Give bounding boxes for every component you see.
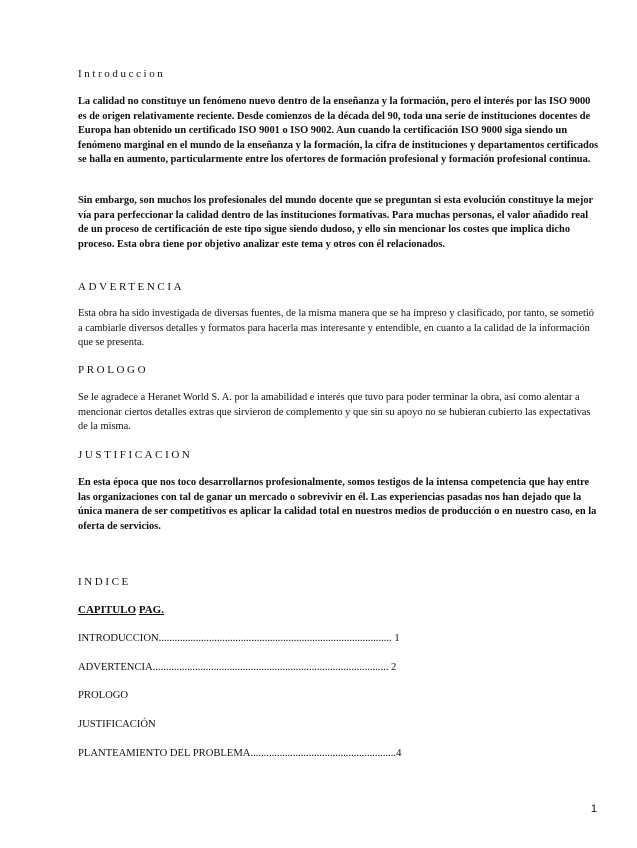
page-number: 1	[590, 803, 597, 815]
advertencia-text: Esta obra ha sido investigada de diversas fuentes, de la misma manera que se ha impreso y clasificado, por tanto, se sometió a cambiarle diversos detalles y formatos para hacerla mas interesante y entendible, en cuanto a la calidad de la información que se presenta.	[78, 308, 594, 349]
introduction-paragraph-2: Sin embargo, son muchos los profesionales del mundo docente que se preguntan si esta evolución constituye la mejor vía para perfeccionar la calidad dentro de las instituciones formativas. Para muchas personas, el valor añadido real de un proceso de certificación de este tipo sigue siendo dudoso, y ello sin mencionar los costes que implica dicho proceso. Esta obra tiene por objetivo analizar este tema y otros con él relacionados.	[78, 195, 593, 250]
index-entry-advertencia: ADVERTENCIA......................................................................................... 2	[78, 662, 397, 673]
index-entry-prologo: PROLOGO	[78, 690, 129, 701]
index-column-page: PAG.	[138, 604, 164, 616]
index-entry-planteamiento: PLANTEAMIENTO DEL PROBLEMA.......................................................4	[78, 748, 402, 759]
advertencia-heading: ADVERTENCIA	[78, 281, 185, 293]
index-heading: INDICE	[78, 576, 131, 588]
justificacion-heading: JUSTIFICACION	[78, 449, 193, 461]
justificacion-text: En esta época que nos toco desarrollarnos profesionalmente, somos testigos de la intensa competencia que hay entre las organizaciones con tal de ganar un mercado o sobrevivir en él. Las experiencias pasadas nos han dejado que la única manera de ser competitivos es aplicar la calidad total en nuestros medios de producción o en nuestro caso, en la oferta de servicios.	[78, 477, 597, 532]
prologo-heading: PROLOGO	[78, 364, 149, 376]
introduction-heading: Introduccion	[78, 68, 166, 80]
prologo-text: Se le agradece a Heranet World S. A. por la amabilidad e interés que tuvo para poder terminar la obra, así como alentar a mencionar ciertos detalles extras que sirvieron de complemento y que sin su apoyo no se hubieran cubierto las expectativas de la misma.	[78, 392, 591, 433]
index-column-chapter: CAPITULO	[78, 604, 137, 616]
introduction-paragraph-1: La calidad no constituye un fenómeno nuevo dentro de la enseñanza y la formación, pero el interés por las ISO 9000 es de origen relativamente reciente. Desde comienzos de la década del 90, toda una serie de instituciones docentes de Europa han obtenido un certificado ISO 9001 o ISO 9002. Aun cuando la certificación ISO 9000 siga siendo un fenómeno marginal en el mundo de la enseñanza y la formación, la cifra de instituciones y departamentos certificados se halla en aumento, particularmente entre los ofertores de formación profesional y formación profesional continua.	[78, 96, 599, 166]
index-entry-introduccion: INTRODUCCION........................................................................................ 1	[78, 633, 400, 644]
index-column-headers	[78, 604, 164, 616]
index-entry-justificacion: JUSTIFICACIÓN	[78, 719, 156, 730]
